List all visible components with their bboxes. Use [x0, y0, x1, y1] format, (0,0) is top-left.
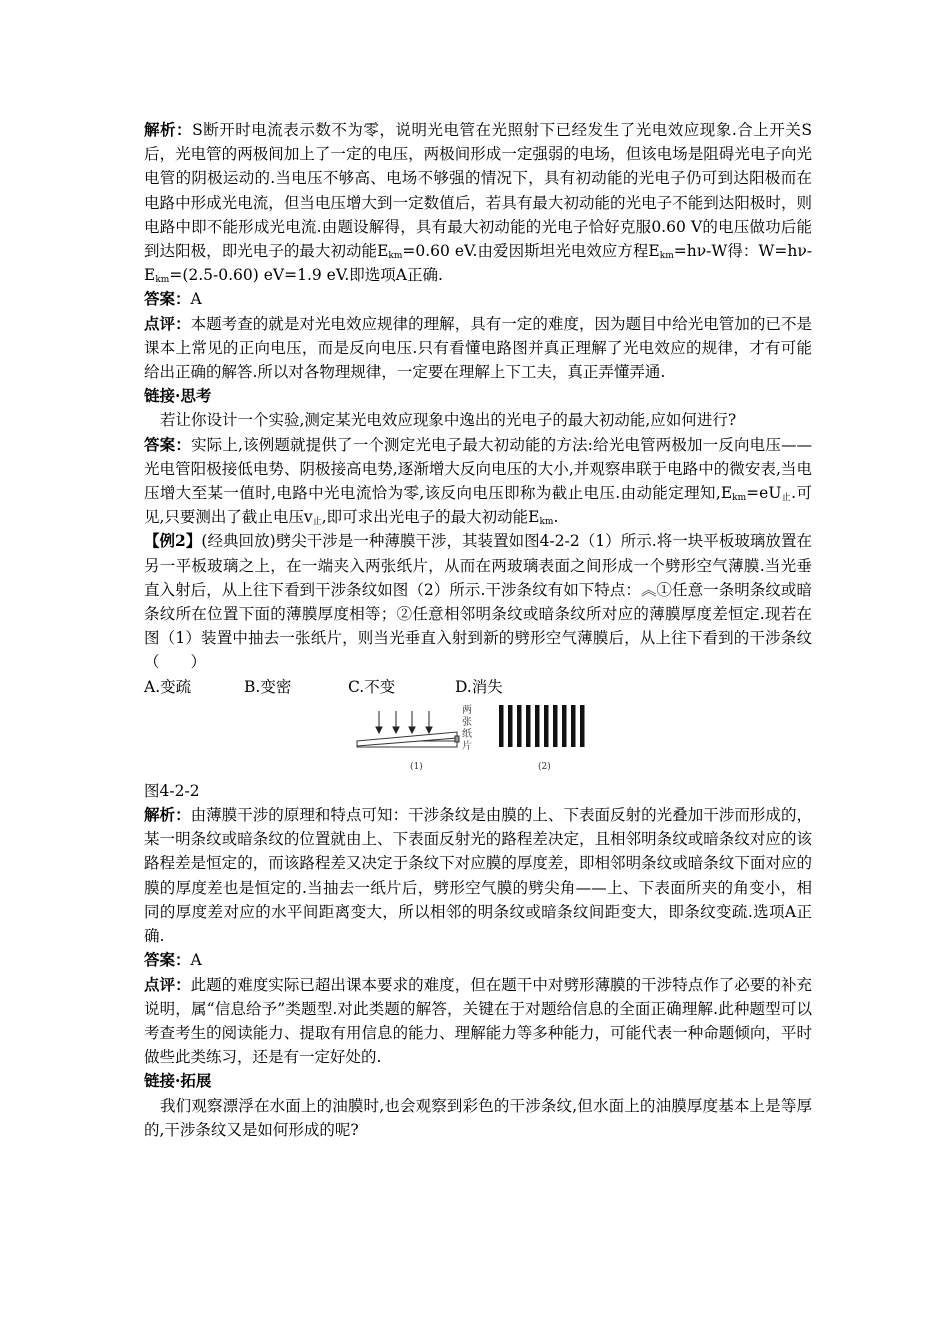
link-think-heading: 链接·思考 [144, 386, 212, 406]
analysis-label: 解析： [144, 805, 191, 825]
answer-options [144, 675, 812, 699]
link-extend-text: 我们观察漂浮在水面上的油膜时,也会观察到彩色的干涉条纹,但水面上的油膜厚度基本上是等厚的,干涉条纹又是如何形成的呢? [144, 1096, 812, 1139]
option-d: D.消失 [455, 677, 503, 696]
fringe-line [499, 705, 504, 747]
fringe-line [580, 705, 585, 747]
link-extend-heading: 链接·拓展 [144, 1071, 212, 1091]
link-think-question: 若让你设计一个实验,测定某光电效应现象中逸出的光电子的最大初动能,应如何进行? [160, 411, 737, 430]
fringe-line [508, 705, 513, 747]
fringe-line [553, 705, 558, 747]
answer-paragraph-1 [144, 287, 812, 311]
comment-label: 点评： [144, 313, 191, 333]
document-page [144, 118, 812, 1142]
answer-value: A [190, 290, 202, 309]
option-a: A.变疏 [144, 677, 192, 696]
fringe-line [562, 705, 567, 747]
answer-label: 答案： [144, 289, 191, 309]
fringe-line [535, 705, 540, 747]
figure-label-1: (1) [410, 761, 423, 772]
side-label-4: 片 [462, 740, 472, 752]
fringe-line [544, 705, 549, 747]
figure-label-2: (2) [538, 761, 551, 772]
paper-strips [455, 736, 459, 742]
interference-fringes [499, 705, 585, 747]
answer-label: 答案： [144, 434, 191, 454]
example-2-paragraph: 【例2】(经典回放)劈尖干涉是一种薄膜干涉，其装置如图4-2-2（1）所示.将一块平板玻璃放置在另一平板玻璃之上，在一端夹入两张纸片，从而在两玻璃表面之间形成一个劈形空气薄膜.当光垂直入射后，从上往下看到干涉条纹如图（2）所示.干涉条纹有如下特点：︽①任意一条明条纹或暗条纹所在位置下面的薄膜厚度相等；②任意相邻明条纹或暗条纹所对应的薄膜厚度差恒定.现若在图（1）装置中抽去一张纸片，则当光垂直入射到新的劈形空气薄膜后，从上往下看到的干涉条纹（ ） [144, 531, 812, 672]
fringe-line [517, 705, 522, 747]
example-label: 【例2】 [144, 531, 202, 551]
side-label-2: 张 [462, 716, 472, 728]
analysis-paragraph-1: 解析：S断开时电流表示数不为零，说明光电管在光照射下已经发生了光电效应现象.合上开关S后，光电管的两极间加上了一定的电压，两极间形成一定强弱的电场，但该电场是阻碍光电子向光电管的阴极运动的.当电压不够高、电场不够强的情况下，具有初动能的光电子仍可到达阳极而在电路中形成光电流，但当电压增大到一定数值后，若具有最大初动能的光电子不能到达阳极时，则电路中即不能形成光电流.由题设解得，具有最大初动能的光电子恰好克服0.60 V的电压做功后能到达阳极，即光电子的最大初动能$E_{km}=0.60$ eV.由爱因斯坦光电效应方程$E_{km}=h\nu-W$得：$W=h\nu-E_{km}=(2.5-0.60)$ eV=1.9 eV.即选项A正确. [144, 120, 812, 286]
margin-mark: ︽ [640, 580, 657, 599]
analysis-paragraph-2: 解析：由薄膜干涉的原理和特点可知：干涉条纹是由膜的上、下表面反射的光叠加干涉而形成的，某一明条纹或暗条纹的位置就由上、下表面反射光的路程差决定，且相邻明条纹或暗条纹对应的该路程差是恒定的，而该路程差又决定于条纹下对应膜的厚度差，即相邻明条纹或暗条纹下面对应的膜的厚度差也是恒定的.当抽去一纸片后，劈形空气膜的劈尖角——上、下表面所夹的角变小，相同的厚度差对应的水平间距离变大，所以相邻的明条纹或暗条纹间距变大，即条纹变疏.选项A正确. [144, 805, 812, 946]
side-label-1: 两 [462, 704, 472, 716]
comment-paragraph-2: 点评：此题的难度实际已超出课本要求的难度，但在题干中对劈形薄膜的干涉特点作了必要的补充说明，属“信息给予”类题型.对此类题的解答，关键在于对题给信息的全面正确理解.此种题型可以考查考生的阅读能力、提取有用信息的能力、理解能力等多种能力，可能代表一种命题倾向，平时做些此类练习，还是有一定好处的. [144, 974, 812, 1067]
comment-label: 点评： [144, 974, 191, 994]
figure-caption: 图4-2-2 [144, 781, 200, 800]
option-c: C.不变 [348, 677, 396, 696]
glass-plates [357, 732, 459, 747]
side-label-3: 纸 [462, 728, 472, 740]
answer-label: 答案： [144, 950, 191, 970]
fringe-line [571, 705, 576, 747]
incident-light-arrows [376, 711, 432, 733]
analysis-label: 解析： [144, 120, 193, 139]
option-b: B.变密 [244, 677, 292, 696]
fringe-line [526, 705, 531, 747]
wedge-interference-diagram [354, 703, 594, 779]
figure-4-2-2 [144, 703, 812, 779]
answer-paragraph-2 [144, 948, 812, 972]
answer-value: A [190, 951, 202, 970]
link-think-answer: 答案：实际上,该例题就提供了一个测定光电子最大初动能的方法:给光电管两极加一反向电压——光电管阳极接低电势、阴极接高电势,逐渐增大反向电压的大小,并观察串联于电路中的微安表,当电压增大至某一值时,电路中光电流恰为零,该反向电压即称为截止电压.由动能定理知$,E_{km}=eU_止$.可见,只要测出了截止电压$v_止$,即可求出光电子的最大初动能$E_{km}$. [144, 434, 812, 528]
comment-paragraph-1: 点评：本题考查的就是对光电效应规律的理解，具有一定的难度，因为题目中给光电管加的已不是课本上常见的正向电压，而是反向电压.只有看懂电路图并真正理解了光电效应的规律，才有可能给出正确的解答.所以对各物理规律，一定要在理解上下工夫，真正弄懂弄通. [144, 313, 812, 382]
